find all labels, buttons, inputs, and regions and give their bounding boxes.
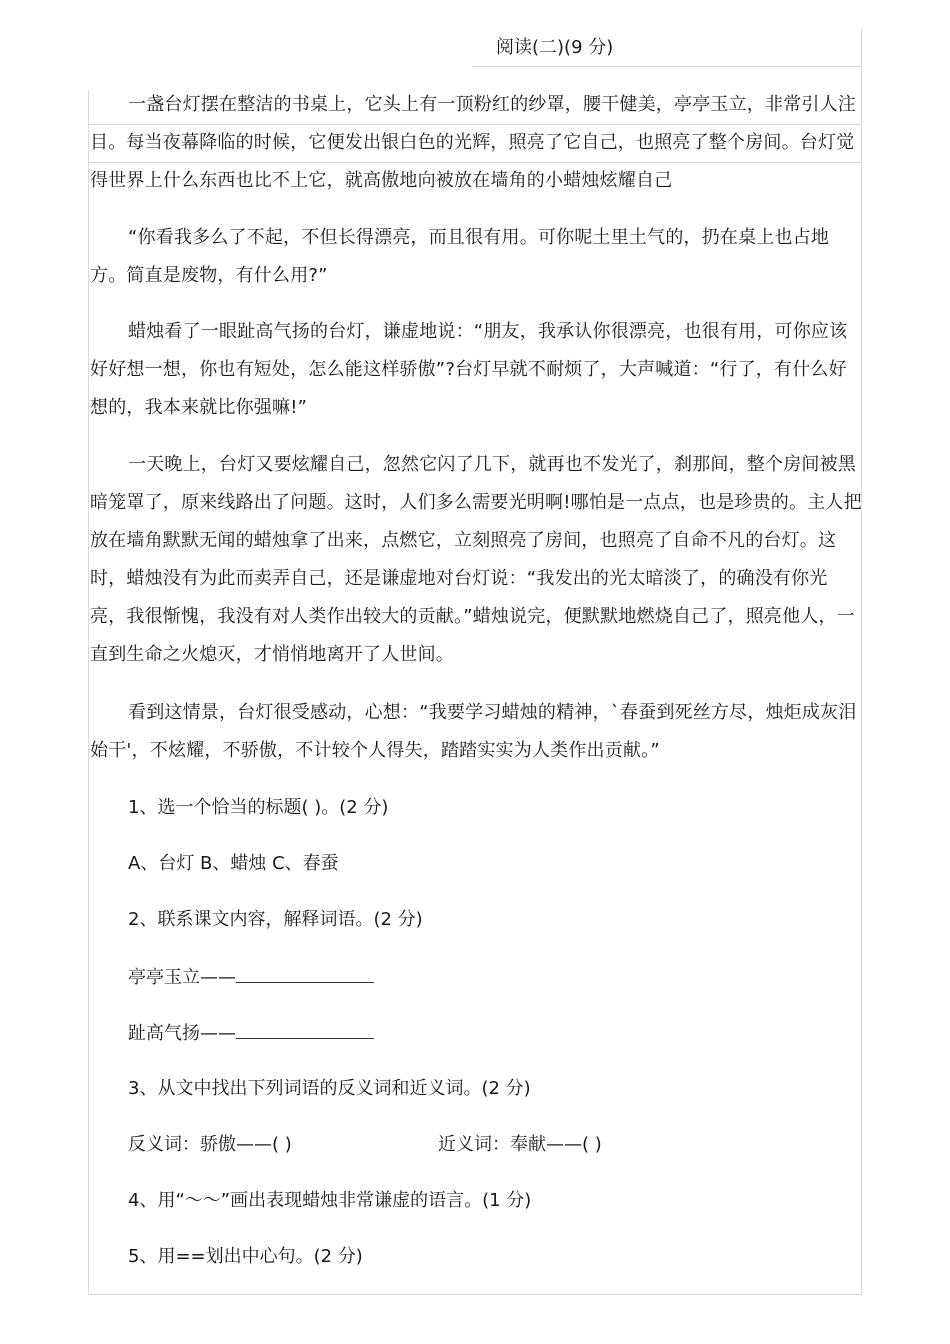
question-2-item-b (128, 1020, 374, 1046)
bottom-rule (88, 1294, 862, 1295)
paragraph-2: “你看我多么了不起，不但长得漂亮，而且很有用。可你呢土里土气的，扔在桌上也占地方。简直是废物，有什么用?” (90, 227, 830, 286)
question-3-items (128, 1133, 828, 1157)
question-1-options: A、台灯 B、蜡烛 C、春蚕 (128, 853, 339, 874)
answer-blank-b[interactable] (236, 1020, 374, 1039)
answer-blank-a[interactable] (236, 964, 374, 983)
question-2-item-a-label: 亭亭玉立—— (128, 967, 236, 988)
question-3: 3、从文中找出下列词语的反义词和近义词。(2 分) (128, 1078, 531, 1099)
question-2: 2、联系课文内容，解释词语。(2 分) (128, 909, 423, 930)
top-rule (472, 66, 862, 67)
paragraph-4: 一天晚上，台灯又要炫耀自己，忽然它闪了几下，就再也不发光了，刹那间，整个房间被黑暗笼罩了，原来线路出了问题。这时，人们多么需要光明啊!哪怕是一点点，也是珍贵的。主人把放在墙角默默无闻的蜡烛拿了出来，点燃它，立刻照亮了房间，也照亮了自命不凡的台灯。这时，蜡烛没有为此而卖弄自己，还是谦虚地对台灯说：“我发出的光太暗淡了，的确没有你光亮，我很惭愧，我没有对人类作出较大的贡献。”蜡烛说完，便默默地燃烧自己了，照亮他人，一直到生命之火熄灭，才悄悄地离开了人世间。 (90, 454, 862, 665)
question-4: 4、用“～～”画出表现蜡烛非常谦虚的语言。(1 分) (128, 1190, 532, 1211)
paragraph-3: 蜡烛看了一眼趾高气扬的台灯，谦虚地说：“朋友，我承认你很漂亮，也很有用，可你应该好好想一想，你也有短处，怎么能这样骄傲”?台灯早就不耐烦了，大声喊道：“行了，有什么好想的，我本来就比你强嘛!” (90, 321, 848, 418)
question-1: 1、选一个恰当的标题( )。(2 分) (128, 797, 389, 818)
antonym-prompt: 反义词：骄傲——( ) (128, 1134, 292, 1155)
section-title: 阅读(二)(9 分) (496, 37, 614, 58)
question-2-item-b-label: 趾高气扬—— (128, 1023, 236, 1044)
synonym-prompt: 近义词：奉献——( ) (438, 1134, 602, 1155)
question-5: 5、用==划出中心句。(2 分) (128, 1246, 363, 1267)
paragraph-5: 看到这情景，台灯很受感动，心想：“我要学习蜡烛的精神，`春蚕到死丝方尽，烛炬成灰泪始干'，不炫耀，不骄傲，不计较个人得失，踏踏实实为人类作出贡献。” (90, 702, 857, 761)
left-border (88, 90, 89, 1294)
paragraph-1: 一盏台灯摆在整洁的书桌上，它头上有一顶粉红的纱罩，腰干健美，亭亭玉立，非常引人注目。每当夜幕降临的时候，它便发出银白色的光辉，照亮了它自己，也照亮了整个房间。台灯觉得世界上什么东西也比不上它，就高傲地向被放在墙角的小蜡烛炫耀自己 (90, 94, 856, 191)
question-2-item-a (128, 964, 374, 990)
